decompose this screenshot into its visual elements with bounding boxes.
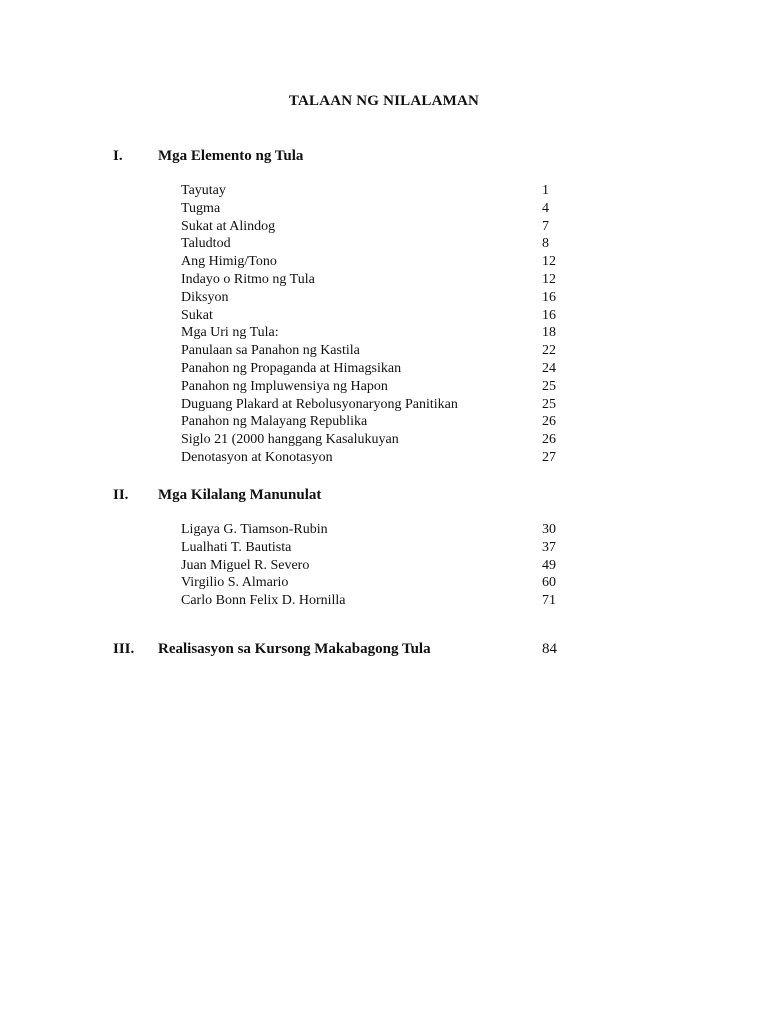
toc-entry-label: Ligaya G. Tiamson-Rubin [181, 522, 328, 537]
toc-entry-label: Siglo 21 (2000 hanggang Kasalukuyan [181, 432, 399, 448]
toc-entry-page-number: 27 [542, 449, 556, 465]
toc-entry-page-number: 16 [542, 307, 556, 323]
toc-entry-label: Diksyon [181, 289, 229, 305]
page-title: TALAAN NG NILALAMAN [288, 93, 480, 109]
toc-section-2 [0, 487, 768, 611]
toc-entry-label: Tayutay [181, 183, 226, 198]
toc-entry [0, 432, 768, 450]
toc-entry-label: Panahon ng Impluwensiya ng Hapon [181, 378, 388, 394]
toc-entry-label: Panahon ng Propaganda at Himagsikan [181, 360, 402, 376]
toc-entry-label: Indayo o Ritmo ng Tula [181, 271, 315, 287]
toc-entry [0, 414, 768, 432]
toc-entry [0, 540, 768, 558]
toc-entry-page-number: 1 [542, 183, 549, 198]
toc-entry-page-number: 71 [542, 593, 556, 609]
toc-entry-page-number: 26 [542, 414, 556, 430]
toc-entry-label: Panulaan sa Panahon ng Kastila [181, 343, 360, 359]
section-title: Mga Elemento ng Tula [158, 148, 304, 164]
toc-entry [0, 558, 768, 576]
toc-entry-page-number: 8 [542, 236, 549, 252]
toc-entry-page-number: 60 [542, 575, 556, 591]
toc-entry-label: Carlo Bonn Felix D. Hornilla [181, 593, 346, 609]
toc-entry [0, 236, 768, 254]
toc-entry-page-number: 24 [542, 360, 556, 376]
section-numeral: III. [113, 641, 135, 657]
section-title: Mga Kilalang Manunulat [158, 487, 322, 503]
toc-section-1 [0, 148, 768, 468]
toc-entry-page-number: 18 [542, 325, 556, 341]
toc-entry-label: Lualhati T. Bautista [181, 539, 292, 555]
toc-entry-page-number: 12 [542, 254, 556, 270]
toc-entry [0, 593, 768, 611]
toc-entry-list [0, 522, 768, 611]
toc-entry-page-number: 49 [542, 557, 556, 573]
toc-entry-label: Taludtod [181, 236, 231, 252]
section-title: Realisasyon sa Kursong Makabagong Tula [158, 641, 431, 657]
toc-entry-page-number: 7 [542, 218, 549, 234]
toc-entry [0, 450, 768, 468]
toc-entry [0, 397, 768, 415]
section-heading [0, 487, 768, 507]
toc-entry [0, 522, 768, 540]
toc-entry-page-number: 26 [542, 432, 556, 448]
section-page-number: 84 [542, 641, 557, 657]
toc-entry [0, 343, 768, 361]
section-numeral: II. [113, 487, 129, 503]
toc-entry [0, 272, 768, 290]
toc-entry-page-number: 16 [542, 289, 556, 305]
toc-entry-page-number: 22 [542, 343, 556, 359]
toc-entry-page-number: 4 [542, 200, 549, 216]
toc-entry [0, 325, 768, 343]
toc-entry [0, 308, 768, 326]
toc-entry-label: Tugma [181, 200, 221, 216]
section-heading [0, 641, 768, 661]
toc-entry-label: Sukat at Alindog [181, 218, 276, 234]
section-heading [0, 148, 768, 168]
toc-entry-label: Ang Himig/Tono [181, 254, 277, 270]
toc-section-3 [0, 641, 768, 661]
toc-entry-label: Juan Miguel R. Severo [181, 557, 310, 573]
toc-entry-label: Virgilio S. Almario [181, 575, 289, 591]
toc-entry-label: Sukat [181, 307, 213, 323]
toc-entry-page-number: 12 [542, 271, 556, 287]
toc-entry-label: Mga Uri ng Tula: [181, 325, 279, 341]
toc-entry [0, 290, 768, 308]
toc-entry-page-number: 25 [542, 378, 556, 394]
toc-entry [0, 183, 768, 201]
toc-entry [0, 379, 768, 397]
toc-entry [0, 361, 768, 379]
toc-entry-label: Duguang Plakard at Rebolusyonaryong Panitikan [181, 396, 458, 412]
toc-entry-page-number: 25 [542, 396, 556, 412]
toc-entry-page-number: 37 [542, 539, 556, 555]
toc-entry-label: Panahon ng Malayang Republika [181, 414, 368, 430]
toc-entry-page-number: 30 [542, 522, 556, 537]
toc-entry [0, 201, 768, 219]
toc-entry [0, 254, 768, 272]
toc-entry-list [0, 183, 768, 468]
toc-entry [0, 219, 768, 237]
toc-entry [0, 575, 768, 593]
section-numeral: I. [113, 148, 123, 164]
toc-entry-label: Denotasyon at Konotasyon [181, 449, 333, 465]
